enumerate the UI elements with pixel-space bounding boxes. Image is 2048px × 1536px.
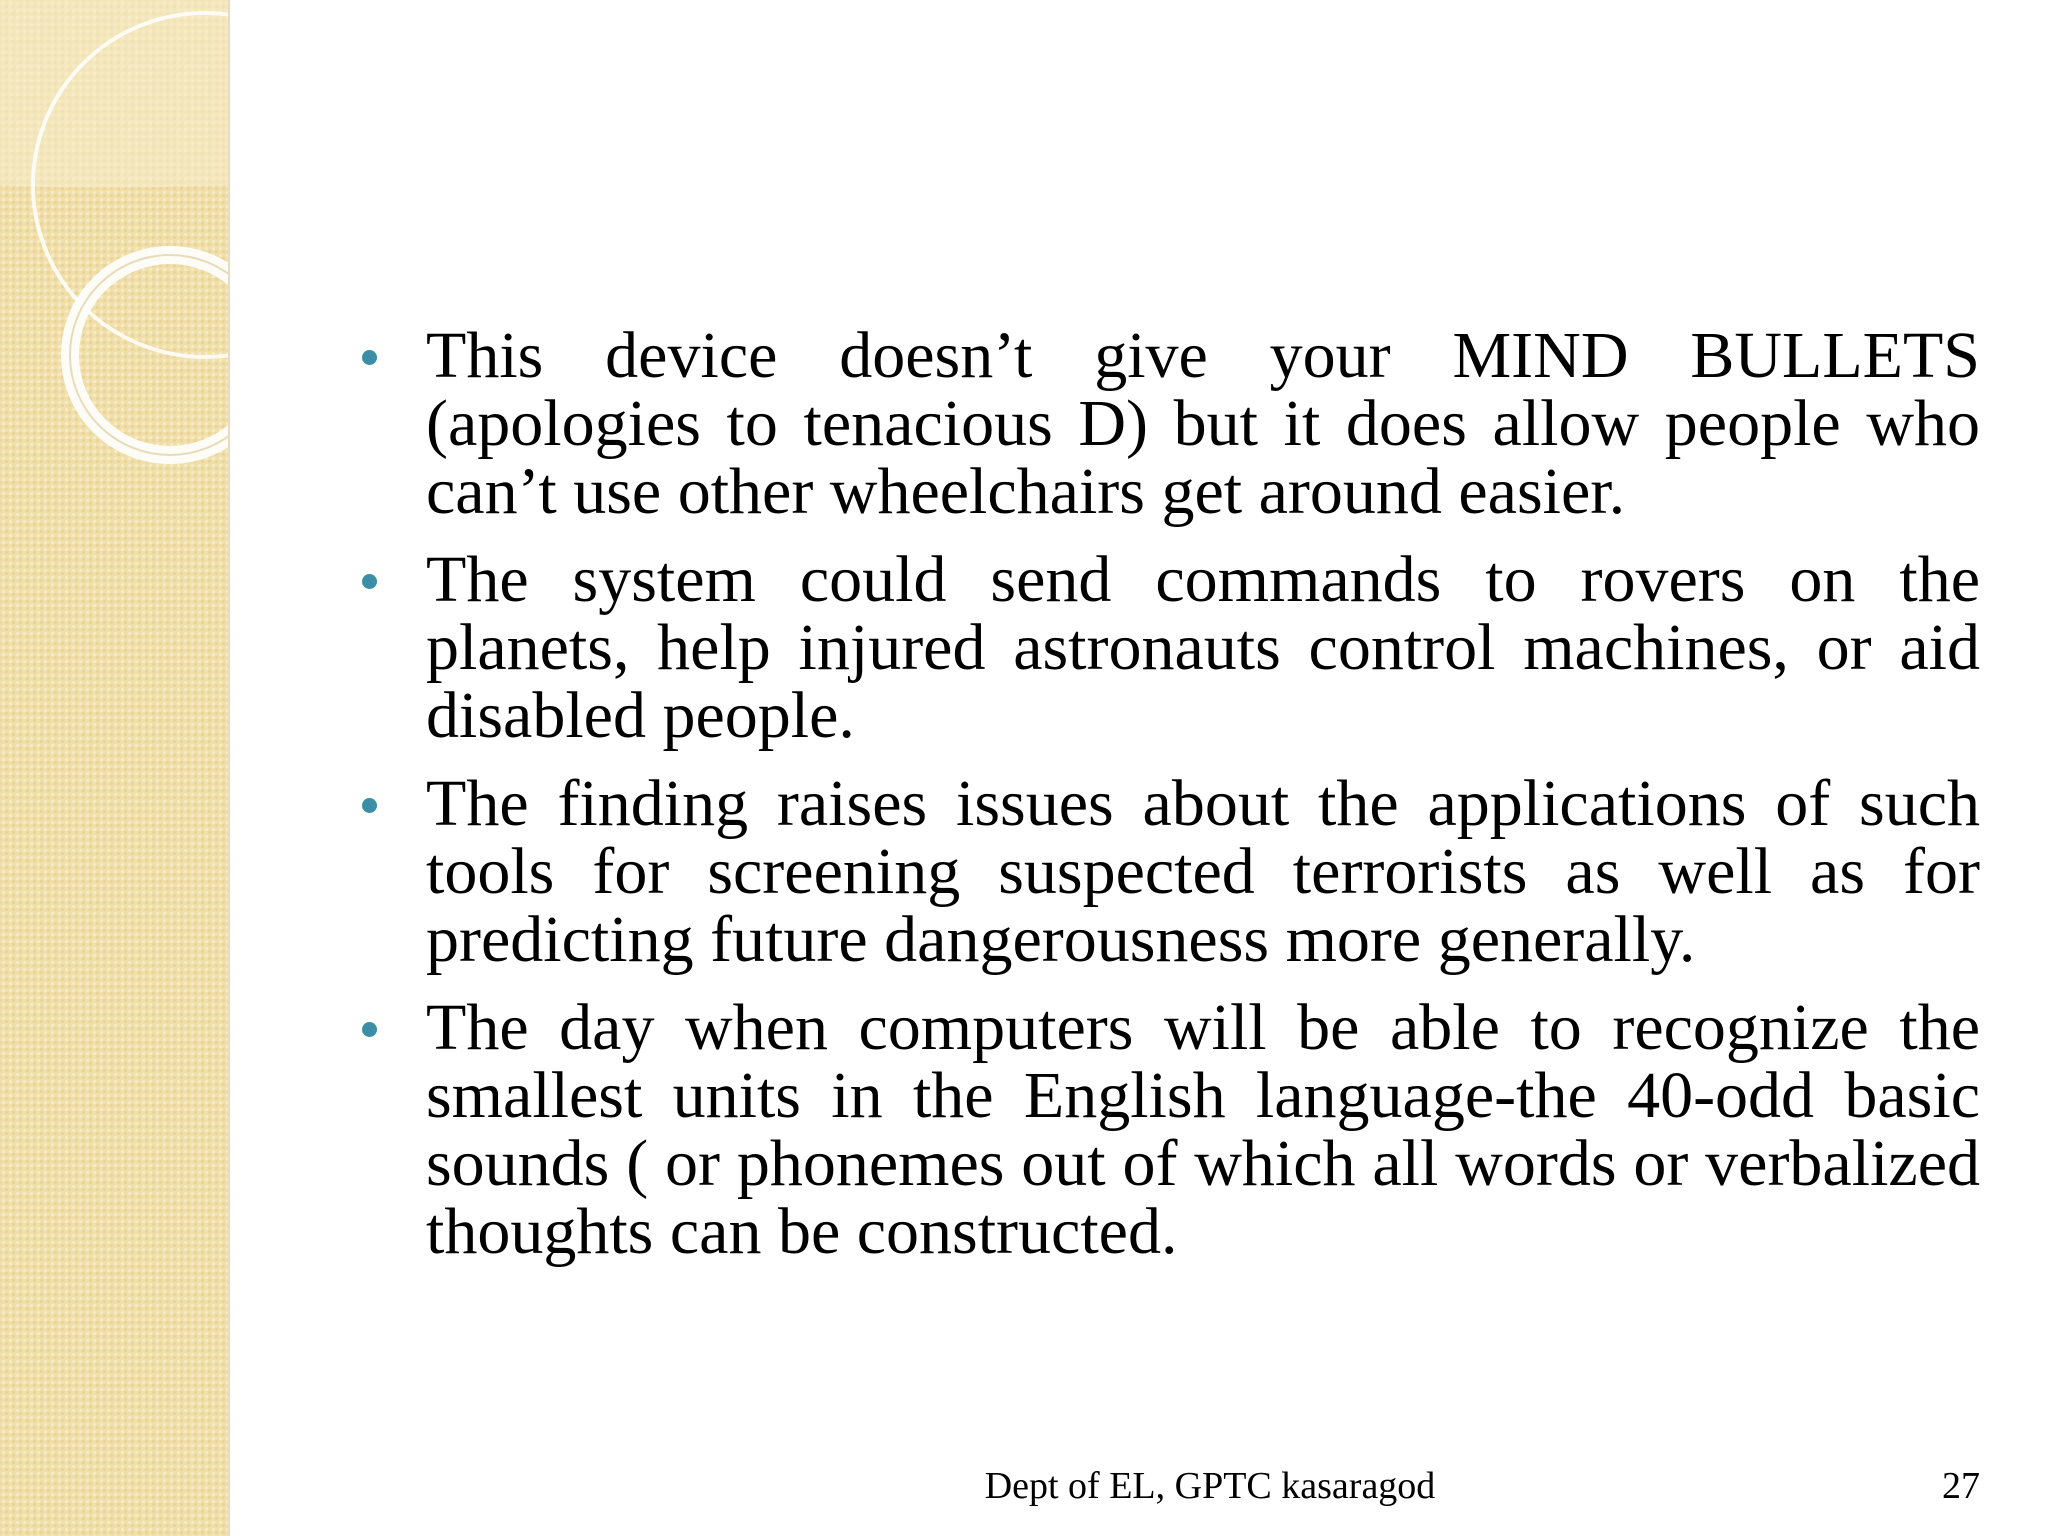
decorative-side-panel bbox=[0, 0, 228, 1536]
decorative-rings-graphic bbox=[0, 0, 228, 1536]
slide-content bbox=[358, 319, 1980, 1286]
slide-footer: Dept of EL, GPTC kasaragod bbox=[984, 1465, 1436, 1507]
bullet-dot-icon bbox=[362, 574, 377, 589]
slide-page-number: 27 bbox=[1942, 1465, 1980, 1507]
bullet-item bbox=[358, 543, 1980, 752]
side-panel-edge bbox=[228, 0, 230, 1536]
bullet-text: This device doesn’t give your MIND BULLETS (apologies to tenacious D) but it does allow people who can’t use other wheelchairs get around easier. bbox=[426, 319, 1980, 528]
bullet-text: The finding raises issues about the applications of such tools for screening suspected terrorists as well as for predicting future dangerousness more generally. bbox=[426, 767, 1980, 976]
bullet-item bbox=[358, 319, 1980, 528]
bullet-item bbox=[358, 991, 1980, 1268]
bullet-dot-icon bbox=[362, 1022, 377, 1037]
bullet-dot-icon bbox=[362, 798, 377, 813]
bullet-text: The system could send commands to rovers on the planets, help injured astronauts control machines, or aid disabled people. bbox=[426, 543, 1980, 752]
bullet-dot-icon bbox=[362, 350, 377, 365]
bullet-text: The day when computers will be able to recognize the smallest units in the English language-the 40-odd basic sounds ( or phonemes out of which all words or verbalized thoughts can be constructed. bbox=[426, 991, 1980, 1268]
bullet-list bbox=[358, 319, 1980, 1268]
bullet-item bbox=[358, 767, 1980, 976]
